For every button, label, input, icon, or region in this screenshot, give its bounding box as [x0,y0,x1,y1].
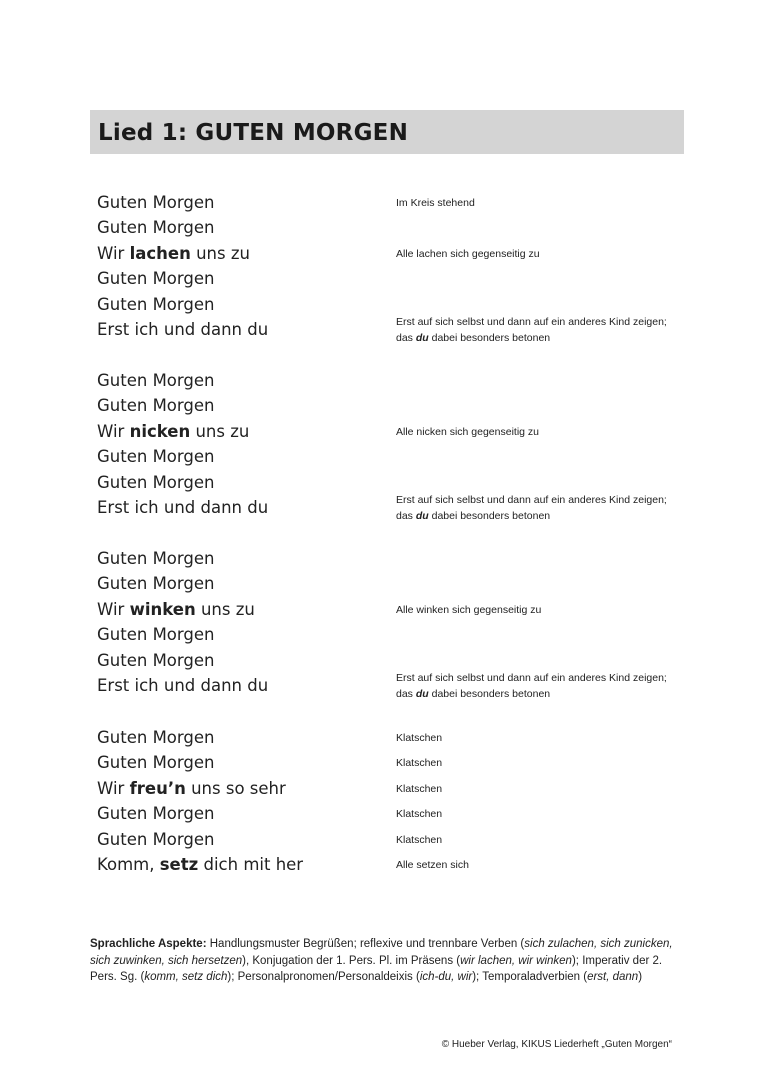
lyric-text: Komm, [97,855,160,874]
lyric-line [97,473,214,493]
aspects-example: wir lachen, wir winken [460,954,572,967]
stage-direction [396,246,540,262]
lyric-line [97,830,214,850]
stage-direction-text: Alle winken sich gegenseitig zu [396,603,542,616]
lyric-line [97,244,250,264]
lyric-text: Guten Morgen [97,650,215,670]
copyright-footer: © Hueber Verlag, KIKUS Liederheft „Guten Morgen“ [441,1039,672,1050]
lyric-text: Guten Morgen [97,371,215,390]
stage-direction [396,832,442,848]
stage-direction [396,755,442,771]
lyric-line [97,396,214,416]
lyric-verb: freu’n [129,778,186,798]
lyric-text: Guten Morgen [97,396,215,416]
aspects-segment: ); Personalpronomen/Personaldeixis ( [227,971,420,983]
lyric-line [97,804,214,824]
lyric-text: Guten Morgen [97,625,215,645]
lyric-line [97,574,214,594]
lyric-line [97,295,214,315]
lyric-line [97,728,214,748]
title-bar [90,110,684,154]
lyric-text: Guten Morgen [97,472,215,492]
stage-direction [396,492,667,524]
lyric-line [97,549,214,569]
stage-direction [396,602,541,618]
stage-direction-text: Alle nicken sich gegenseitig zu [396,425,540,438]
stage-direction [396,314,667,346]
stage-direction-text: Erst auf sich selbst und dann auf ein anderes Kind zeigen; [396,494,667,506]
aspects-segment: ) [638,971,643,983]
lyric-text: uns zu [190,421,250,441]
lyric-line [97,676,268,696]
lyric-line [97,779,286,799]
aspects-example: ich-du, wir [419,971,473,983]
lyric-line [97,600,255,620]
stage-direction [396,857,469,873]
lyric-line [97,498,268,518]
lyric-text: Wir [97,243,130,263]
stage-direction-text: Klatschen [396,782,443,795]
lyric-text: Guten Morgen [97,549,215,568]
lyric-line [97,625,214,645]
stage-direction-text: Klatschen [396,732,443,744]
stage-direction [396,730,442,746]
stage-direction [396,670,667,702]
stage-direction [396,806,442,822]
lyric-line [97,320,268,340]
lyric-line [97,753,214,773]
stage-direction-text: das [396,688,416,700]
lyric-text: uns so sehr [185,778,286,798]
stage-direction-text: Klatschen [396,757,443,770]
aspects-segment: ); Temporaladverbien ( [472,971,588,983]
stage-direction-text: Erst auf sich selbst und dann auf ein anderes Kind zeigen; [396,316,667,328]
lyric-text: Guten Morgen [97,728,215,747]
lyric-text: Guten Morgen [97,829,215,849]
lyric-line [97,422,249,442]
stage-direction [396,195,475,211]
lyric-text: Guten Morgen [97,294,215,314]
stage-direction-text: Alle lachen sich gegenseitig zu [396,247,540,260]
lyric-text: Guten Morgen [97,193,215,212]
aspects-segment: Handlungsmuster Begrüßen; reflexive und trennbare Verben ( [206,938,525,950]
lyric-text: Guten Morgen [97,804,215,824]
lyric-line [97,218,214,238]
stage-direction-text: Erst auf sich selbst und dann auf ein anderes Kind zeigen; [396,672,667,684]
aspects-segment: ), Konjugation der 1. Pers. Pl. im Präsens ( [242,954,461,967]
stage-direction [396,424,539,440]
lyric-text: Erst ich und dann du [97,676,269,695]
stage-direction-emphasis: du [415,332,429,344]
lyric-text: Guten Morgen [97,447,215,467]
stage-direction-emphasis: du [415,510,429,522]
lyric-text: Wir [97,599,130,619]
aspects-example: erst, dann [587,971,639,983]
lyric-line [97,269,214,289]
aspects-example: komm, setz dich [144,971,228,983]
lyric-text: dich mit her [198,855,304,874]
stage-direction-text: Klatschen [396,833,443,846]
aspects-label: Sprachliche Aspekte: [90,938,207,950]
lyric-line [97,651,214,671]
stage-direction-text: Im Kreis stehend [396,197,475,209]
page-title: Lied 1: GUTEN MORGEN [98,120,409,146]
lyric-text: Guten Morgen [97,218,215,238]
stage-direction-text: dabei besonders betonen [428,332,551,344]
lyric-text: uns zu [195,599,255,619]
lyric-text: Guten Morgen [97,269,215,289]
stage-direction-text: dabei besonders betonen [428,688,551,700]
lyric-text: Wir [97,421,130,441]
lyric-line [97,193,214,213]
lyric-verb: setz [159,855,199,874]
lyric-verb: nicken [129,421,191,441]
stage-direction-text: dabei besonders betonen [428,510,551,522]
stage-direction-text: das [396,510,416,522]
lyric-verb: winken [129,599,196,619]
stage-direction-text: Alle setzen sich [396,859,469,871]
stage-direction-text: das [396,332,416,344]
stage-direction-emphasis: du [415,688,429,700]
stage-direction-text: Klatschen [396,808,443,821]
lyric-text: uns zu [190,243,250,263]
lyric-text: Guten Morgen [97,574,215,594]
lyric-text: Erst ich und dann du [97,498,269,517]
lyric-text: Wir [97,778,130,798]
lyric-text: Erst ich und dann du [97,320,269,339]
aspects-segment: ); Imperativ der 2. Pers. Sg. ( [90,954,663,983]
lyric-line [97,371,214,391]
language-aspects [90,936,680,986]
lyric-line [97,447,214,467]
stage-direction [396,781,442,797]
aspects-example: sich zulachen, sich zunicken, sich zuwinken, sich hersetzen [90,938,673,967]
lyric-line [97,855,303,875]
lyric-verb: lachen [129,243,191,263]
lyric-text: Guten Morgen [97,753,215,773]
